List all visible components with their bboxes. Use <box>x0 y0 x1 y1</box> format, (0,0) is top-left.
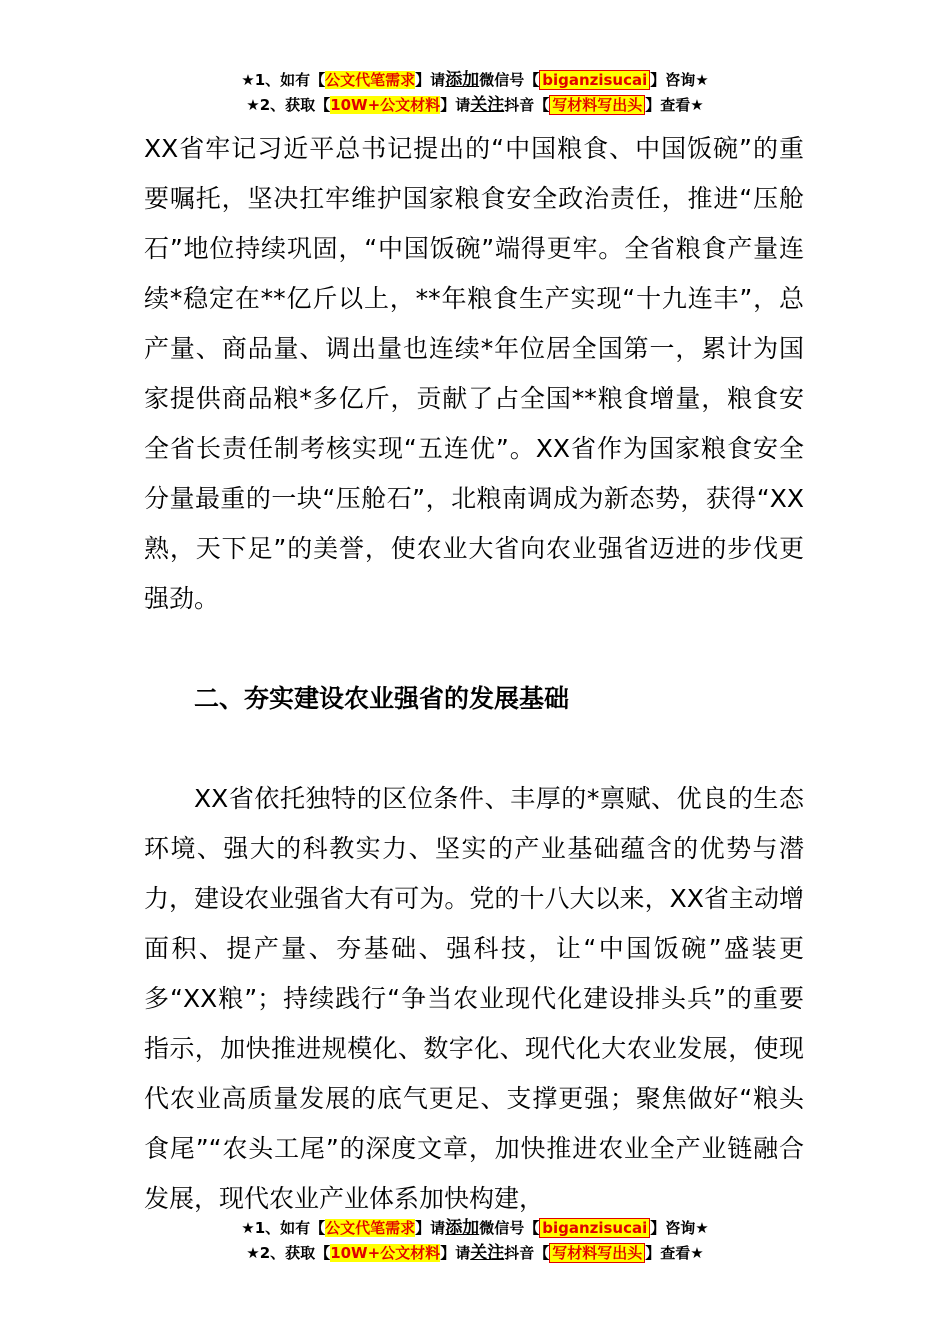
banner-text: 】查看★ <box>645 96 704 114</box>
banner-text: 】请 <box>415 71 446 89</box>
banner-line-2 <box>0 93 950 118</box>
banner-text: ★1、如有【 <box>241 71 326 89</box>
spacer <box>144 624 804 674</box>
emphasis-text: 关注 <box>470 95 505 115</box>
emphasis-text: 关注 <box>470 1243 505 1263</box>
wechat-id-tag: biganzisucai <box>539 70 650 90</box>
header-banner <box>0 68 950 118</box>
banner-text: 抖音【 <box>504 96 550 114</box>
banner-line-1 <box>0 68 950 93</box>
spacer <box>144 724 804 774</box>
footer-banner <box>0 1216 950 1266</box>
banner-text: 抖音【 <box>504 1244 550 1262</box>
banner-text: 】请 <box>415 1219 446 1237</box>
highlight-tag: 10W+公文材料 <box>330 96 441 114</box>
highlight-tag: 公文代笔需求 <box>325 1219 416 1237</box>
banner-line-2 <box>0 1241 950 1266</box>
banner-text: 微信号【 <box>479 71 540 89</box>
banner-text: ★2、获取【 <box>246 1244 331 1262</box>
wechat-id-tag: biganzisucai <box>539 1218 650 1238</box>
banner-text: 微信号【 <box>479 1219 540 1237</box>
banner-text: 】查看★ <box>645 1244 704 1262</box>
douyin-id-tag: 写材料写出头 <box>549 95 645 115</box>
document-body <box>144 124 804 1224</box>
banner-text: 】咨询★ <box>650 71 709 89</box>
section-heading: 二、夯实建设农业强省的发展基础 <box>194 684 570 713</box>
banner-text: 】咨询★ <box>650 1219 709 1237</box>
banner-text: 】请 <box>440 1244 471 1262</box>
emphasis-text: 添加 <box>445 1218 480 1238</box>
banner-text: ★2、获取【 <box>246 96 331 114</box>
emphasis-text: 添加 <box>445 70 480 90</box>
highlight-tag: 公文代笔需求 <box>325 71 416 89</box>
banner-text: 】请 <box>440 96 471 114</box>
paragraph: XX省依托独特的区位条件、丰厚的*禀赋、优良的生态环境、强大的科教实力、坚实的产业基础蕴含的优势与潜力，建设农业强省大有可为。党的十八大以来，XX省主动增面积、提产量、夯基础、强科技，让“中国饭碗”盛装更多“XX粮”；持续践行“争当农业现代化建设排头兵”的重要指示，加快推进规模化、数字化、现代化大农业发展，使现代农业高质量发展的底气更足、支撑更强；聚焦做好“粮头食尾”“农头工尾”的深度文章，加快推进农业全产业链融合发展，现代农业产业体系加快构建， <box>144 784 804 1213</box>
highlight-tag: 10W+公文材料 <box>330 1244 441 1262</box>
douyin-id-tag: 写材料写出头 <box>549 1243 645 1263</box>
banner-text: ★1、如有【 <box>241 1219 326 1237</box>
banner-line-1 <box>0 1216 950 1241</box>
paragraph: XX省牢记习近平总书记提出的“中国粮食、中国饭碗”的重要嘱托，坚决扛牢维护国家粮食安全政治责任，推进“压舱石”地位持续巩固，“中国饭碗”端得更牢。全省粮食产量连续*稳定在**亿斤以上，**年粮食生产实现“十九连丰”，总产量、商品量、调出量也连续*年位居全国第一，累计为国家提供商品粮*多亿斤，贡献了占全国**粮食增量，粮食安全省长责任制考核实现“五连优”。XX省作为国家粮食安全分量最重的一块“压舱石”，北粮南调成为新态势，获得“XX熟，天下足”的美誉，使农业大省向农业强省迈进的步伐更强劲。 <box>144 134 804 613</box>
